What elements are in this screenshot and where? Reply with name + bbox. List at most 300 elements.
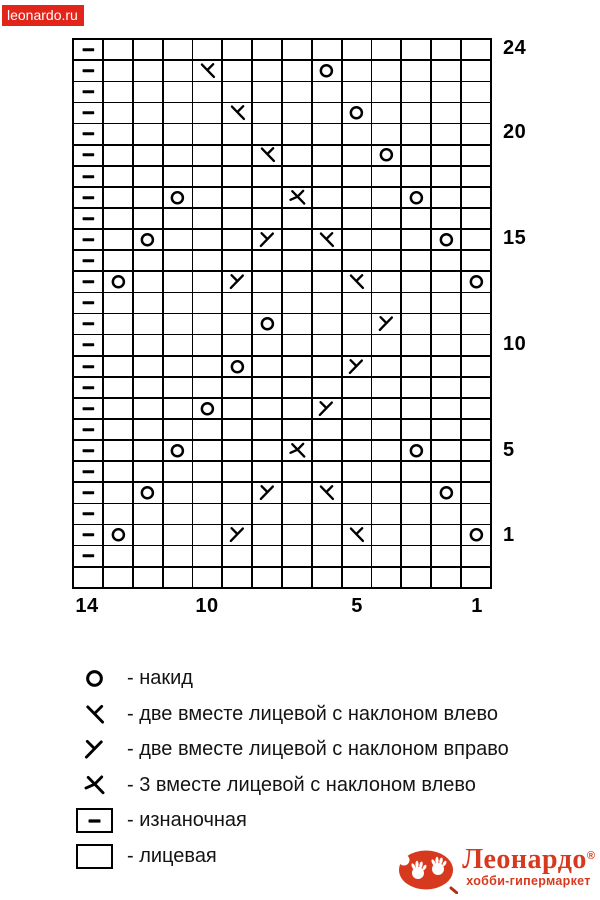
chart-cell xyxy=(343,462,371,481)
chart-cell xyxy=(372,40,400,59)
chart-cell xyxy=(104,546,132,565)
chart-cell xyxy=(134,441,162,460)
chart-cell xyxy=(402,209,430,228)
yarn-over-icon xyxy=(135,231,160,248)
chart-cell xyxy=(402,146,430,165)
chart-cell xyxy=(223,82,251,101)
chart-cell xyxy=(253,293,281,312)
purl-dash-icon xyxy=(76,484,101,501)
purl-dash-icon xyxy=(76,315,101,332)
chart-cell xyxy=(283,82,311,101)
chart-cell xyxy=(462,462,490,481)
chart-cell xyxy=(343,40,371,59)
chart-cell xyxy=(313,124,341,143)
chart-cell xyxy=(134,568,162,587)
chart-cell xyxy=(223,462,251,481)
purl-dash-icon xyxy=(76,463,101,480)
chart-cell xyxy=(343,420,371,439)
palette-icon xyxy=(396,848,458,894)
row-number-label: 10 xyxy=(503,333,527,356)
chart-cell xyxy=(193,82,221,101)
chart-cell xyxy=(283,399,311,418)
yarn-over-icon xyxy=(255,315,280,332)
chart-cell xyxy=(223,399,251,418)
chart-cell xyxy=(193,314,221,333)
legend-item xyxy=(70,803,509,839)
chart-cell xyxy=(462,293,490,312)
chart-cell xyxy=(134,230,162,249)
chart-cell xyxy=(253,61,281,80)
chart-cell xyxy=(134,357,162,376)
row-number-label: 24 xyxy=(503,36,527,59)
chart-cell xyxy=(372,525,400,544)
chart-cell xyxy=(134,335,162,354)
purl-dash-icon xyxy=(76,168,101,185)
chart-cell xyxy=(104,525,132,544)
stitch-number-label: 5 xyxy=(351,595,363,617)
legend-label: - две вместе лицевой с наклоном влево xyxy=(127,702,498,725)
chart-cell xyxy=(74,314,102,333)
yarn-over-icon xyxy=(165,189,190,206)
chart-cell xyxy=(104,61,132,80)
chart-cell xyxy=(402,167,430,186)
chart-cell xyxy=(253,420,281,439)
chart-cell xyxy=(313,504,341,523)
legend-symbol xyxy=(70,738,118,761)
chart-cell xyxy=(432,61,460,80)
chart-cell xyxy=(223,61,251,80)
legend-label: - 3 вместе лицевой с наклоном влево xyxy=(127,773,476,796)
chart-cell xyxy=(74,525,102,544)
chart-cell xyxy=(223,483,251,502)
chart-cell xyxy=(134,525,162,544)
chart-cell xyxy=(432,167,460,186)
chart-cell xyxy=(223,209,251,228)
chart-cell xyxy=(74,378,102,397)
chart-cell xyxy=(402,462,430,481)
chart-cell xyxy=(193,272,221,291)
chart-cell xyxy=(223,272,251,291)
chart-cell xyxy=(223,188,251,207)
chart-cell xyxy=(343,167,371,186)
chart-cell xyxy=(343,441,371,460)
chart-cell xyxy=(164,251,192,270)
k2tog-right-icon xyxy=(374,315,399,332)
chart-cell xyxy=(283,525,311,544)
chart-cell xyxy=(432,251,460,270)
chart-cell xyxy=(343,209,371,228)
chart-grid xyxy=(72,38,492,589)
chart-cell xyxy=(372,483,400,502)
chart-cell xyxy=(432,462,460,481)
chart-cell xyxy=(432,188,460,207)
chart-cell xyxy=(74,441,102,460)
chart-cell xyxy=(283,314,311,333)
chart-cell xyxy=(372,251,400,270)
chart-cell xyxy=(74,272,102,291)
purl-dash-icon xyxy=(76,83,101,100)
legend-label: - накид xyxy=(127,667,193,690)
chart-cell xyxy=(164,188,192,207)
yarn-over-icon xyxy=(434,484,459,501)
yarn-over-icon xyxy=(106,273,131,290)
legend xyxy=(70,661,509,874)
chart-cell xyxy=(104,82,132,101)
chart-cell xyxy=(74,40,102,59)
purl-dash-icon xyxy=(76,379,101,396)
chart-cell xyxy=(134,40,162,59)
chart-cell xyxy=(104,420,132,439)
chart-cell xyxy=(223,525,251,544)
chart-cell xyxy=(402,61,430,80)
purl-dash-icon xyxy=(76,336,101,353)
chart-cell xyxy=(313,420,341,439)
chart-cell xyxy=(283,357,311,376)
chart-cell xyxy=(223,335,251,354)
chart-cell xyxy=(253,546,281,565)
chart-cell xyxy=(104,230,132,249)
purl-dash-icon xyxy=(76,104,101,121)
chart-cell xyxy=(253,251,281,270)
chart-cell xyxy=(193,40,221,59)
chart-cell xyxy=(74,335,102,354)
chart-cell xyxy=(402,82,430,101)
chart-cell xyxy=(432,230,460,249)
k2tog-right-icon xyxy=(255,484,280,501)
chart-cell xyxy=(104,504,132,523)
chart-cell xyxy=(372,504,400,523)
legend-symbol xyxy=(70,774,118,797)
chart-cell xyxy=(74,124,102,143)
chart-cell xyxy=(74,103,102,122)
chart-cell xyxy=(343,314,371,333)
chart-cell xyxy=(134,167,162,186)
chart-cell xyxy=(74,82,102,101)
chart-cell xyxy=(193,399,221,418)
chart-cell xyxy=(402,525,430,544)
chart-cell xyxy=(253,146,281,165)
chart-cell xyxy=(134,146,162,165)
k2tog-right-icon xyxy=(314,400,339,417)
chart-cell xyxy=(432,146,460,165)
chart-cell xyxy=(74,230,102,249)
chart-cell xyxy=(432,441,460,460)
chart-cell xyxy=(462,441,490,460)
chart-cell xyxy=(104,378,132,397)
chart-cell xyxy=(134,61,162,80)
chart-cell xyxy=(372,82,400,101)
chart-cell xyxy=(134,483,162,502)
chart-cell xyxy=(74,546,102,565)
chart-cell xyxy=(343,188,371,207)
chart-cell xyxy=(134,462,162,481)
purl-dash-icon xyxy=(76,505,101,522)
chart-cell xyxy=(402,272,430,291)
yarn-over-icon xyxy=(344,104,369,121)
chart-cell xyxy=(313,568,341,587)
chart-cell xyxy=(313,167,341,186)
chart-cell xyxy=(313,251,341,270)
chart-cell xyxy=(343,251,371,270)
yarn-over-icon xyxy=(404,442,429,459)
chart-cell xyxy=(223,146,251,165)
chart-cell xyxy=(343,146,371,165)
chart-cell xyxy=(164,293,192,312)
chart-cell xyxy=(134,420,162,439)
legend-symbol xyxy=(70,844,118,869)
chart-cell xyxy=(164,314,192,333)
chart-cell xyxy=(104,272,132,291)
chart-cell xyxy=(462,483,490,502)
chart-cell xyxy=(193,483,221,502)
yarn-over-icon xyxy=(165,442,190,459)
chart-cell xyxy=(253,525,281,544)
chart-cell xyxy=(343,82,371,101)
legend-symbol xyxy=(70,808,118,833)
yarn-over-icon xyxy=(464,273,489,290)
chart-cell xyxy=(372,441,400,460)
chart-cell xyxy=(343,568,371,587)
chart-cell xyxy=(164,483,192,502)
chart-cell xyxy=(372,546,400,565)
chart-cell xyxy=(193,124,221,143)
chart-cell xyxy=(432,293,460,312)
k2tog-right-icon xyxy=(344,358,369,375)
k2tog-left-icon xyxy=(314,231,339,248)
chart-cell xyxy=(462,167,490,186)
chart-cell xyxy=(372,230,400,249)
chart-cell xyxy=(402,124,430,143)
chart-cell xyxy=(74,61,102,80)
row-number-label: 5 xyxy=(503,439,515,462)
stitch-number-label: 14 xyxy=(75,595,99,617)
chart-cell xyxy=(223,103,251,122)
chart-cell xyxy=(313,357,341,376)
chart-cell xyxy=(343,272,371,291)
chart-cell xyxy=(253,209,281,228)
chart-cell xyxy=(283,124,311,143)
chart-cell xyxy=(313,293,341,312)
chart-cell xyxy=(462,314,490,333)
k2tog-left-icon xyxy=(81,703,108,726)
chart-cell xyxy=(223,251,251,270)
chart-cell xyxy=(432,504,460,523)
chart-cell xyxy=(402,293,430,312)
legend-item xyxy=(70,732,509,768)
chart-cell xyxy=(313,462,341,481)
chart-cell xyxy=(402,335,430,354)
chart-cell xyxy=(462,525,490,544)
chart-cell xyxy=(253,124,281,143)
purl-dash-icon xyxy=(76,231,101,248)
chart-cell xyxy=(164,272,192,291)
chart-cell xyxy=(313,335,341,354)
logo-tagline: хобби-гипермаркет xyxy=(466,874,591,888)
chart-cell xyxy=(74,251,102,270)
chart-cell xyxy=(372,420,400,439)
chart-cell xyxy=(134,103,162,122)
chart-cell xyxy=(104,293,132,312)
legend-item xyxy=(70,661,509,697)
chart-cell xyxy=(313,188,341,207)
chart-cell xyxy=(313,40,341,59)
chart-cell xyxy=(372,167,400,186)
chart-cell xyxy=(343,399,371,418)
yarn-over-icon xyxy=(135,484,160,501)
chart-cell xyxy=(462,103,490,122)
chart-cell xyxy=(343,335,371,354)
chart-cell xyxy=(253,504,281,523)
legend-stitch-box xyxy=(76,808,113,833)
k2tog-left-icon xyxy=(344,273,369,290)
chart-cell xyxy=(193,525,221,544)
legend-item xyxy=(70,697,509,733)
chart-cell xyxy=(462,357,490,376)
chart-cell xyxy=(223,230,251,249)
chart-cell xyxy=(432,378,460,397)
chart-cell xyxy=(343,61,371,80)
legend-symbol xyxy=(70,703,118,726)
chart-cell xyxy=(432,483,460,502)
k2tog-left-icon xyxy=(195,62,220,79)
chart-cell xyxy=(104,399,132,418)
chart-cell xyxy=(253,188,281,207)
chart-cell xyxy=(164,82,192,101)
chart-cell xyxy=(74,568,102,587)
chart-cell xyxy=(74,357,102,376)
chart-cell xyxy=(164,230,192,249)
k3tog-left-icon xyxy=(81,774,108,797)
chart-cell xyxy=(253,230,281,249)
chart-cell xyxy=(462,504,490,523)
chart-cell xyxy=(372,272,400,291)
chart-cell xyxy=(343,103,371,122)
chart-cell xyxy=(283,420,311,439)
chart-cell xyxy=(104,357,132,376)
chart-cell xyxy=(402,357,430,376)
purl-dash-icon xyxy=(81,812,108,830)
chart-cell xyxy=(253,462,281,481)
chart-cell xyxy=(193,462,221,481)
chart-cell xyxy=(432,124,460,143)
chart-cell xyxy=(134,209,162,228)
chart-cell xyxy=(313,146,341,165)
logo-brand: Леонардо® xyxy=(462,844,595,875)
chart-cell xyxy=(104,462,132,481)
chart-cell xyxy=(104,314,132,333)
chart-cell xyxy=(134,399,162,418)
chart-cell xyxy=(164,103,192,122)
chart-cell xyxy=(253,441,281,460)
chart-cell xyxy=(402,378,430,397)
chart-cell xyxy=(313,230,341,249)
chart-cell xyxy=(343,124,371,143)
k2tog-right-icon xyxy=(255,231,280,248)
chart-cell xyxy=(343,525,371,544)
chart-cell xyxy=(462,124,490,143)
chart-cell xyxy=(462,546,490,565)
chart-cell xyxy=(283,335,311,354)
chart-cell xyxy=(164,504,192,523)
chart-cell xyxy=(193,146,221,165)
chart-cell xyxy=(462,378,490,397)
chart-cell xyxy=(74,504,102,523)
chart-cell xyxy=(283,188,311,207)
chart-cell xyxy=(74,462,102,481)
chart-cell xyxy=(283,40,311,59)
chart-cell xyxy=(372,314,400,333)
chart-cell xyxy=(193,209,221,228)
yarn-over-icon xyxy=(314,62,339,79)
purl-dash-icon xyxy=(76,189,101,206)
chart-cell xyxy=(223,40,251,59)
k3tog-left-icon xyxy=(285,189,310,206)
chart-cell xyxy=(283,546,311,565)
chart-cell xyxy=(253,399,281,418)
chart-cell xyxy=(223,357,251,376)
chart-cell xyxy=(104,103,132,122)
chart-cell xyxy=(164,525,192,544)
chart-cell xyxy=(193,293,221,312)
chart-cell xyxy=(432,525,460,544)
chart-cell xyxy=(313,525,341,544)
purl-dash-icon xyxy=(76,146,101,163)
chart-cell xyxy=(193,230,221,249)
chart-cell xyxy=(313,272,341,291)
chart-cell xyxy=(164,441,192,460)
k2tog-right-icon xyxy=(225,526,250,543)
chart-cell xyxy=(193,504,221,523)
purl-dash-icon xyxy=(76,62,101,79)
chart-cell xyxy=(253,568,281,587)
chart-cell xyxy=(134,82,162,101)
chart-cell xyxy=(462,188,490,207)
chart-cell xyxy=(164,399,192,418)
chart-cell xyxy=(432,399,460,418)
chart-cell xyxy=(402,314,430,333)
chart-cell xyxy=(104,167,132,186)
chart-cell xyxy=(283,251,311,270)
chart-cell xyxy=(283,103,311,122)
chart-cell xyxy=(462,272,490,291)
watermark-site-badge: leonardo.ru xyxy=(2,5,84,26)
chart-cell xyxy=(372,61,400,80)
purl-dash-icon xyxy=(76,252,101,269)
chart-cell xyxy=(432,103,460,122)
chart-cell xyxy=(343,378,371,397)
chart-cell xyxy=(193,251,221,270)
chart-cell xyxy=(313,61,341,80)
chart-cell xyxy=(283,61,311,80)
chart-cell xyxy=(193,61,221,80)
chart-cell xyxy=(253,40,281,59)
chart-cell xyxy=(283,293,311,312)
chart-cell xyxy=(402,504,430,523)
chart-cell xyxy=(134,546,162,565)
chart-cell xyxy=(313,378,341,397)
chart-cell xyxy=(343,357,371,376)
chart-cell xyxy=(402,568,430,587)
leonardo-logo xyxy=(396,846,595,894)
chart-cell xyxy=(402,103,430,122)
registered-mark: ® xyxy=(586,850,595,862)
chart-cell xyxy=(402,399,430,418)
chart-cell xyxy=(104,124,132,143)
chart-cell xyxy=(343,230,371,249)
chart-cell xyxy=(193,167,221,186)
chart-cell xyxy=(462,82,490,101)
chart-cell xyxy=(462,146,490,165)
